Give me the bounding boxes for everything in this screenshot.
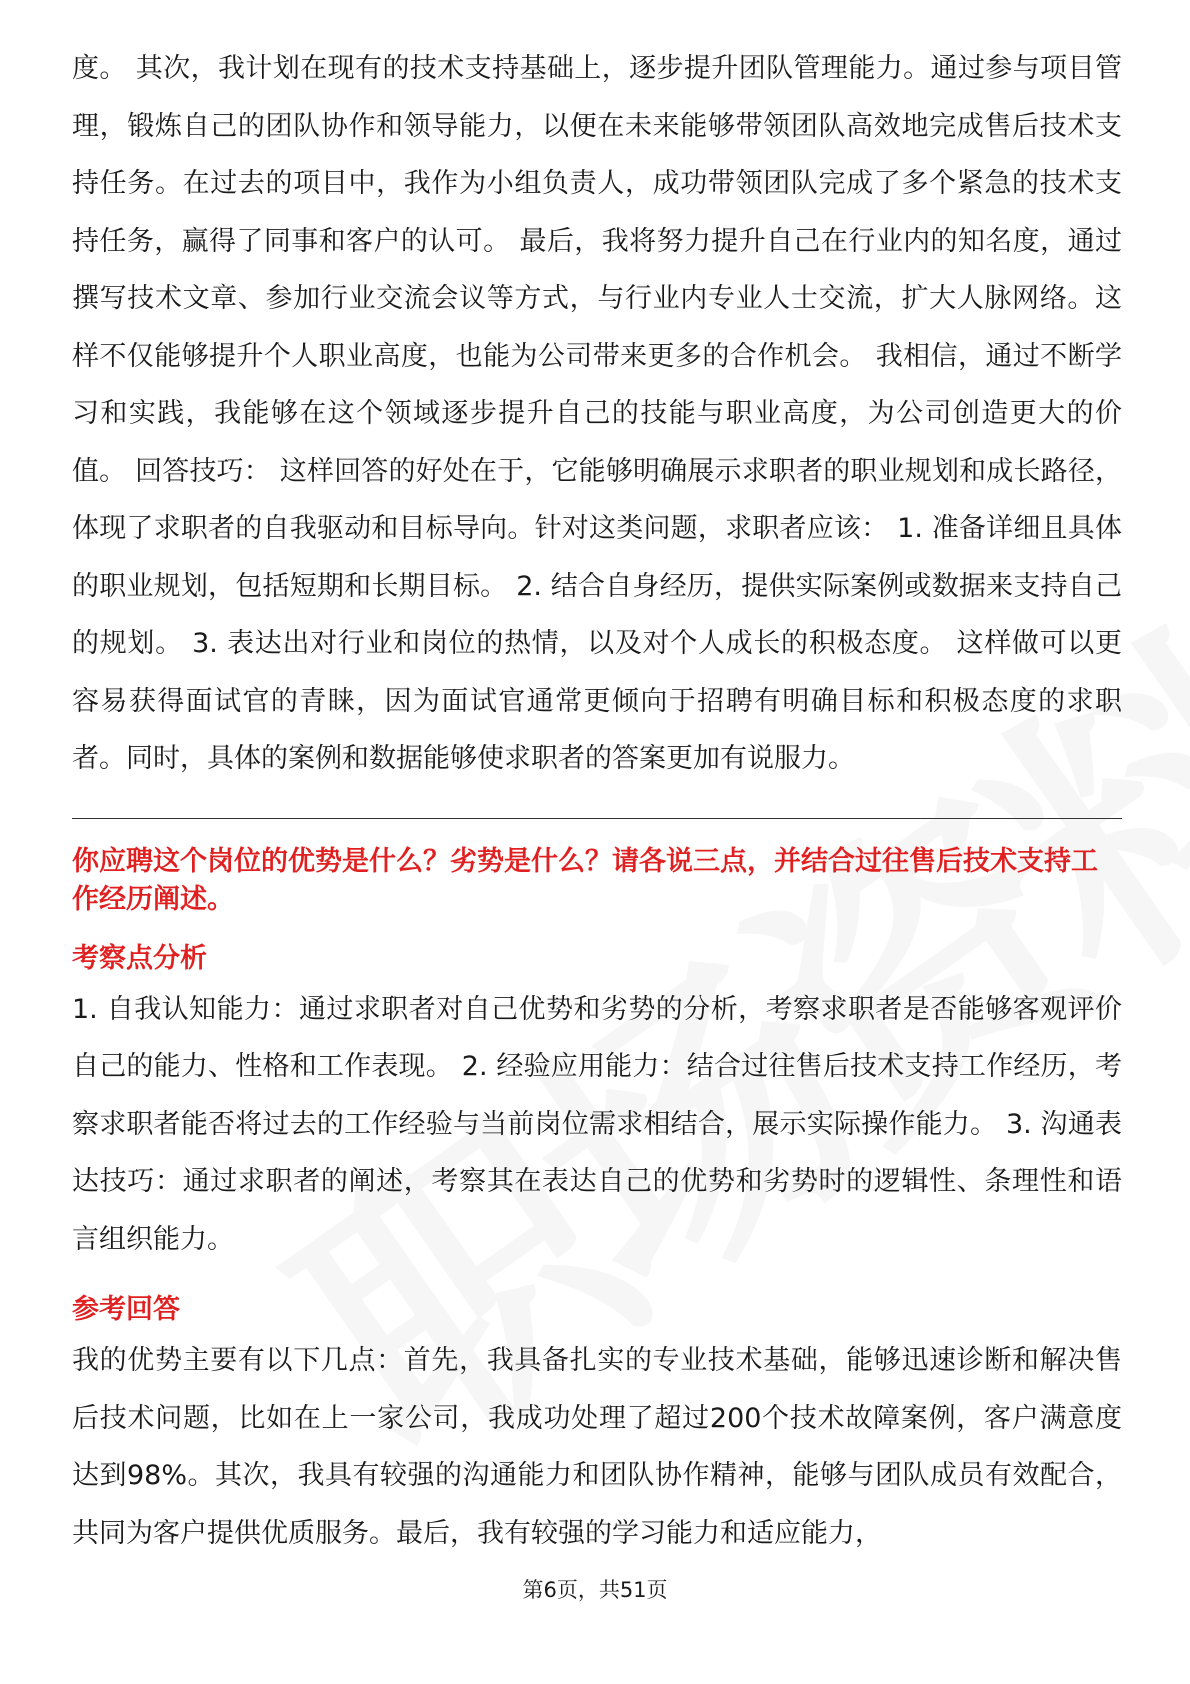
question-heading: 你应聘这个岗位的优势是什么？劣势是什么？请各说三点，并结合过往售后技术支持工作经历阐述。 — [72, 845, 1098, 915]
page-footer: 第6页，共51页 — [522, 1578, 668, 1602]
answer-paragraph: 我的优势主要有以下几点：首先，我具备扎实的专业技术基础，能够迅速诊断和解决售后技术问题，比如在上一家公司，我成功处理了超过200个技术故障案例，客户满意度达到98%。其次，我具有较强的沟通能力和团队协作精神，能够与团队成员有效配合，共同为客户提供优质服务。最后，我有较强的学习能力和适应能力， — [72, 1345, 1122, 1549]
analysis-heading: 考察点分析 — [72, 942, 207, 974]
answer-heading: 参考回答 — [72, 1294, 180, 1325]
document-page — [72, 40, 1122, 1562]
section-divider — [72, 818, 1122, 819]
analysis-paragraph: 1. 自我认知能力：通过求职者对自己优势和劣势的分析，考察求职者是否能够客观评价自己的能力、性格和工作表现。 2. 经验应用能力：结合过往售后技术支持工作经历，考察求职者能否将过去的工作经验与当前岗位需求相结合，展示实际操作能力。 3. 沟通表达技巧：通过求职者的阐述，考察其在表达自己的优势和劣势时的逻辑性、条理性和语言组织能力。 — [72, 993, 1122, 1255]
body-paragraph: 度。 其次，我计划在现有的技术支持基础上，逐步提升团队管理能力。通过参与项目管理，锻炼自己的团队协作和领导能力，以便在未来能够带领团队高效地完成售后技术支持任务。在过去的项目中，我作为小组负责人，成功带领团队完成了多个紧急的技术支持任务，赢得了同事和客户的认可。 最后，我将努力提升自己在行业内的知名度，通过撰写技术文章、参加行业交流会议等方式，与行业内专业人士交流，扩大人脉网络。这样不仅能够提升个人职业高度，也能为公司带来更多的合作机会。 我相信，通过不断学习和实践，我能够在这个领域逐步提升自己的技能与职业高度，为公司创造更大的价值。 回答技巧： 这样回答的好处在于，它能够明确展示求职者的职业规划和成长路径，体现了求职者的自我驱动和目标导向。针对这类问题，求职者应该： 1. 准备详细且具体的职业规划，包括短期和长期目标。 2. 结合自身经历，提供实际案例或数据来支持自己的规划。 3. 表达出对行业和岗位的热情，以及对个人成长的积极态度。 这样做可以更容易获得面试官的青睐，因为面试官通常更倾向于招聘有明确目标和积极态度的求职者。同时，具体的案例和数据能够使求职者的答案更加有说服力。 — [72, 53, 1122, 774]
